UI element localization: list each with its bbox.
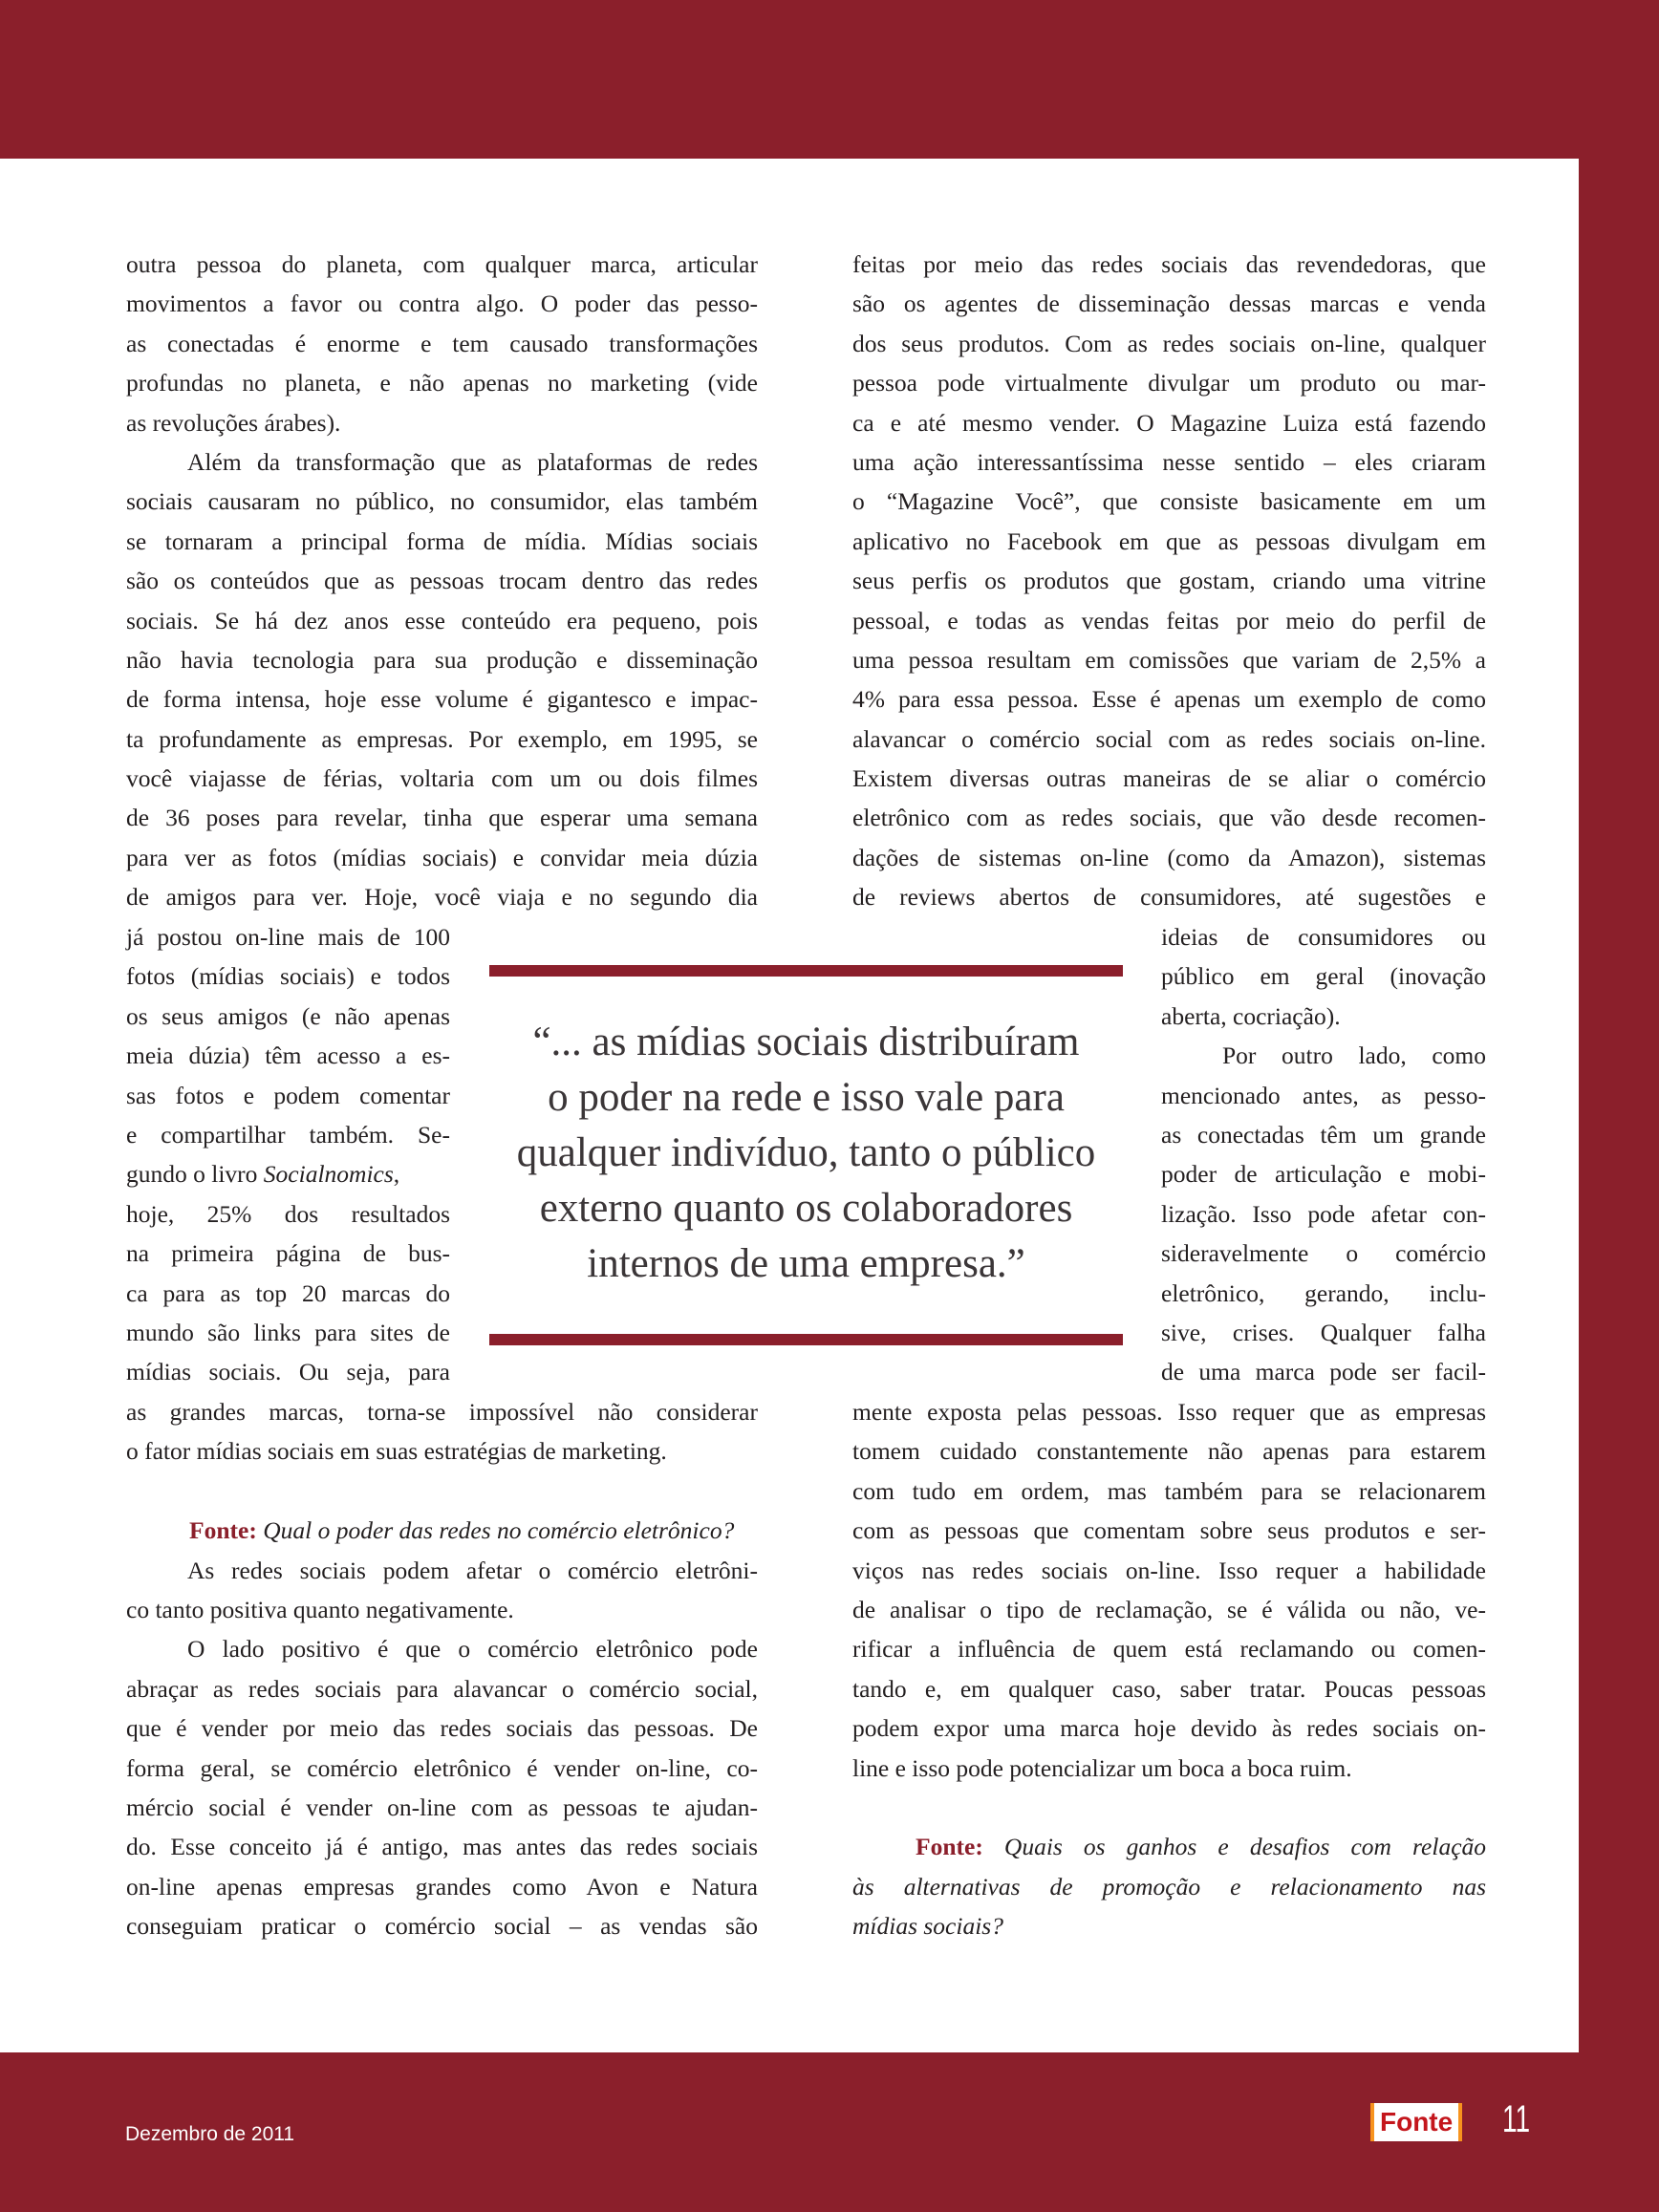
body-line: O lado positivo é que o comércio eletrônico pode <box>187 1635 758 1664</box>
body-line: do. Esse conceito já é antigo, mas antes das redes sociais <box>126 1833 758 1861</box>
body-line: fotos (mídias sociais) e todos <box>126 962 450 991</box>
pull-quote-text <box>489 1015 1123 1292</box>
body-line: mente exposta pelas pessoas. Isso requer que as empresas <box>852 1398 1486 1426</box>
body-line: sas fotos e podem comentar <box>126 1081 450 1109</box>
body-line: rificar a influência de quem está reclamando ou comen- <box>852 1635 1486 1664</box>
body-line: de 36 poses para revelar, tinha que esperar uma semana <box>126 804 758 832</box>
body-line: aplicativo no Facebook em que as pessoas divulgam em <box>852 526 1486 555</box>
body-line: as conectadas têm um grande <box>1161 1120 1486 1149</box>
body-line: outra pessoa do planeta, com qualquer marca, articular <box>126 250 758 278</box>
brand-bar-right <box>1458 2103 1462 2141</box>
body-line: sociais causaram no público, no consumidor, elas também <box>126 487 758 516</box>
left-column-lower <box>126 1392 758 1945</box>
body-line: ca para as top 20 marcas do <box>126 1278 450 1307</box>
left-column <box>126 245 758 917</box>
body-text: gundo o livro <box>126 1160 264 1189</box>
body-line: uma pessoa resultam em comissões que variam de 2,5% a <box>852 645 1486 674</box>
body-line: dações de sistemas on-line (como da Amazon), sistemas <box>852 843 1486 871</box>
issue-date: Dezembro de 2011 <box>125 2123 295 2145</box>
body-line: podem expor uma marca hoje devido às redes sociais on- <box>852 1714 1486 1743</box>
body-line: tando e, em qualquer caso, saber tratar. Poucas pessoas <box>852 1674 1486 1703</box>
body-line: seus perfis os produtos que gostam, criando uma vitrine <box>852 567 1486 595</box>
body-line: hoje, 25% dos resultados <box>126 1199 450 1228</box>
body-line: o “Magazine Você”, que consiste basicamente em um <box>852 487 1486 516</box>
body-line: tomem cuidado constantemente não apenas para estarem <box>852 1437 1486 1466</box>
body-line: 4% para essa pessoa. Esse é apenas um exemplo de como <box>852 685 1486 714</box>
body-line: pessoal, e todas as vendas feitas por meio do perfil de <box>852 606 1486 634</box>
source-label: Fonte: <box>189 1516 257 1545</box>
body-line: de reviews abertos de consumidores, até sugestões e <box>852 883 1486 912</box>
body-line: conseguiam praticar o comércio social – as vendas são <box>126 1912 758 1941</box>
body-line: de uma marca pode ser facil- <box>1161 1358 1486 1386</box>
body-line: meia dúzia) têm acesso a es- <box>126 1042 450 1070</box>
quote-line: externo quanto os colaboradores <box>539 1186 1073 1231</box>
body-line: dos seus produtos. Com as redes sociais on-line, qualquer <box>852 329 1486 357</box>
body-line: com as pessoas que comentam sobre seus produtos e ser- <box>852 1516 1486 1545</box>
quote-line: qualquer indivíduo, tanto o público <box>516 1130 1096 1175</box>
right-column-narrow <box>1161 917 1486 1392</box>
body-line: sideravelmente o comércio <box>1161 1239 1486 1268</box>
body-line: sive, crises. Qualquer falha <box>1161 1318 1486 1346</box>
page-number: 11 <box>1502 2098 1531 2140</box>
body-line <box>126 1154 450 1193</box>
body-line: poder de articulação e mobi- <box>1161 1160 1486 1189</box>
body-line: Além da transformação que as plataformas de redes <box>187 447 758 476</box>
body-line: co tanto positiva quanto negativamente. <box>126 1595 514 1623</box>
body-line: mídias sociais. Ou seja, para <box>126 1358 450 1386</box>
quote-line: o poder na rede e isso vale para <box>548 1075 1065 1120</box>
body-line: feitas por meio das redes sociais das revendedoras, que <box>852 250 1486 278</box>
body-line: line e isso pode potencializar um boca a boca ruim. <box>852 1753 1352 1782</box>
body-line: eletrônico, gerando, inclu- <box>1161 1278 1486 1307</box>
source-question <box>852 1827 1486 1866</box>
body-line: aberta, cocriação). <box>1161 1001 1341 1030</box>
body-line: uma ação interessantíssima nesse sentido – eles criaram <box>852 447 1486 476</box>
body-line: de analisar o tipo de reclamação, se é válida ou não, ve- <box>852 1595 1486 1623</box>
pull-quote <box>489 965 1123 1345</box>
body-line: são os agentes de disseminação dessas marcas e venda <box>852 290 1486 318</box>
body-line: para ver as fotos (mídias sociais) e convidar meia dúzia <box>126 843 758 871</box>
body-line: já postou on-line mais de 100 <box>126 923 450 951</box>
source-question-text: Quais os ganhos e desafios com relação <box>1003 1833 1487 1861</box>
body-line: você viajasse de férias, voltaria com um ou dois filmes <box>126 764 758 793</box>
body-line: movimentos a favor ou contra algo. O poder das pesso- <box>126 290 758 318</box>
body-line: lização. Isso pode afetar con- <box>1161 1199 1486 1228</box>
body-line: forma geral, se comércio eletrônico é vender on-line, co- <box>126 1753 758 1782</box>
body-line: as conectadas é enorme e tem causado transformações <box>126 329 758 357</box>
body-line: mundo são links para sites de <box>126 1318 450 1346</box>
body-line: e compartilhar também. Se- <box>126 1120 450 1149</box>
body-line: na primeira página de bus- <box>126 1239 450 1268</box>
body-line: viços nas redes sociais on-line. Isso requer a habilidade <box>852 1556 1486 1584</box>
body-line: mencionado antes, as pesso- <box>1161 1081 1486 1109</box>
body-line: de amigos para ver. Hoje, você viaja e no segundo dia <box>126 883 758 912</box>
body-line: ta profundamente as empresas. Por exemplo, em 1995, se <box>126 724 758 753</box>
quote-bottom-rule <box>489 1334 1123 1345</box>
body-line: ca e até mesmo vender. O Magazine Luiza está fazendo <box>852 408 1486 437</box>
source-question-text: mídias sociais? <box>852 1912 1003 1941</box>
book-title: Socialnomics <box>263 1160 394 1189</box>
body-line: alavancar o comércio social com as redes sociais on-line. <box>852 724 1486 753</box>
right-column <box>852 245 1486 917</box>
body-line: as grandes marcas, torna-se impossível não considerar <box>126 1398 758 1426</box>
body-line: de forma intensa, hoje esse volume é gigantesco e impac- <box>126 685 758 714</box>
body-line: eletrônico com as redes sociais, que vão desde recomen- <box>852 804 1486 832</box>
quote-top-rule <box>489 965 1123 977</box>
body-line: o fator mídias sociais em suas estratégias de marketing. <box>126 1437 667 1466</box>
body-line: são os conteúdos que as pessoas trocam dentro das redes <box>126 567 758 595</box>
quote-line: “... as mídias sociais distribuíram <box>532 1020 1080 1064</box>
body-line: on-line apenas empresas grandes como Avon e Natura <box>126 1872 758 1901</box>
quote-line: internos de uma empresa.” <box>587 1241 1025 1286</box>
body-line: ideias de consumidores ou <box>1161 923 1486 951</box>
body-line: Por outro lado, como <box>1222 1042 1486 1070</box>
left-column-narrow <box>126 917 450 1392</box>
body-line: abraçar as redes sociais para alavancar o comércio social, <box>126 1674 758 1703</box>
body-line: mércio social é vender on-line com as pessoas te ajudan- <box>126 1793 758 1821</box>
brand-logo <box>1370 2102 1462 2142</box>
body-line: sociais. Se há dez anos esse conteúdo era pequeno, pois <box>126 606 758 634</box>
body-line: os seus amigos (e não apenas <box>126 1001 450 1030</box>
source-question-text: às alternativas de promoção e relacionamento nas <box>852 1872 1486 1901</box>
body-line: As redes sociais podem afetar o comércio eletrôni- <box>187 1556 758 1584</box>
body-line: que é vender por meio das redes sociais das pessoas. De <box>126 1714 758 1743</box>
source-question <box>126 1511 758 1550</box>
brand-name: Fonte <box>1374 2103 1458 2141</box>
body-line: se tornaram a principal forma de mídia. Mídias sociais <box>126 526 758 555</box>
body-line: Existem diversas outras maneiras de se aliar o comércio <box>852 764 1486 793</box>
source-label: Fonte: <box>916 1833 983 1861</box>
body-line: profundas no planeta, e não apenas no marketing (vide <box>126 369 758 397</box>
body-line: com tudo em ordem, mas também para se relacionarem <box>852 1476 1486 1505</box>
body-line: não havia tecnologia para sua produção e disseminação <box>126 645 758 674</box>
body-line: as revoluções árabes). <box>126 408 341 437</box>
right-column-lower <box>852 1392 1486 1945</box>
body-line: público em geral (inovação <box>1161 962 1486 991</box>
source-question-text: Qual o poder das redes no comércio eletrônico? <box>263 1516 735 1545</box>
body-line: pessoa pode virtualmente divulgar um produto ou mar- <box>852 369 1486 397</box>
body-text: , <box>393 1160 400 1189</box>
